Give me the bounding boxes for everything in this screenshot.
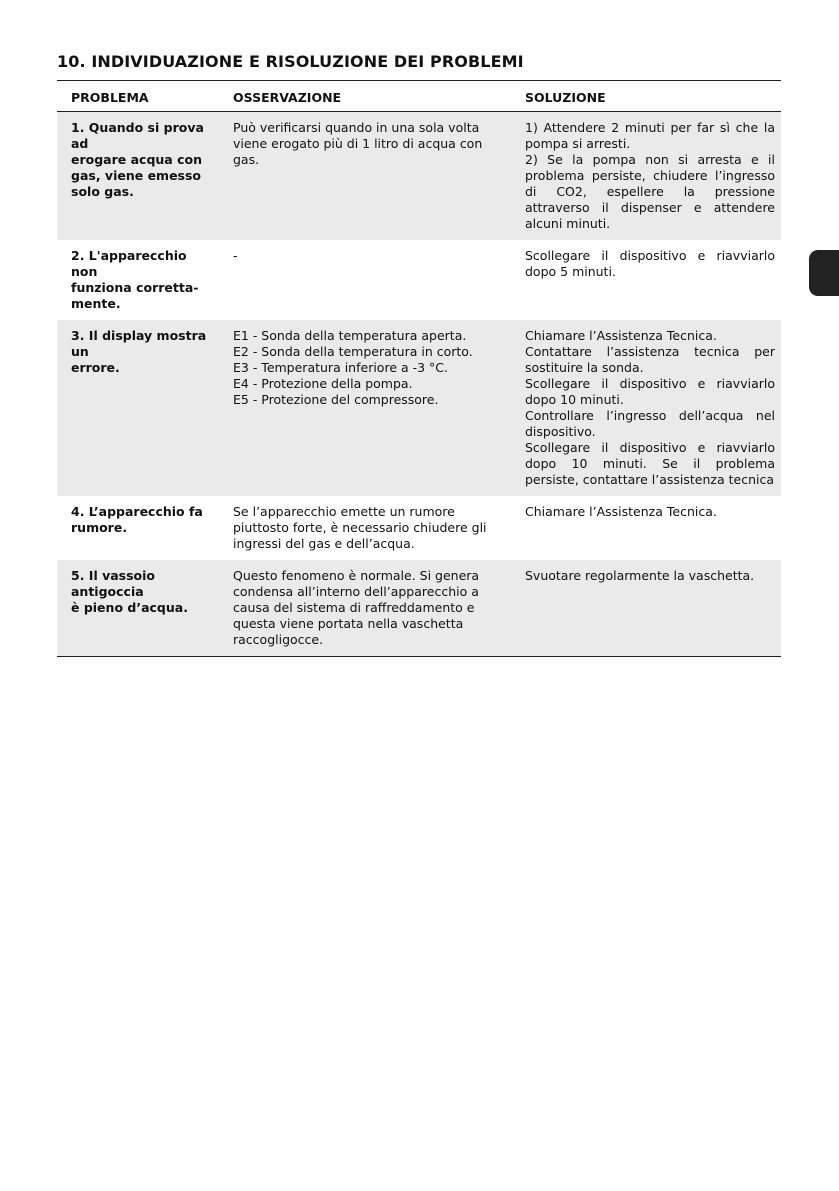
problem-line: solo gas. bbox=[71, 184, 134, 199]
observation-text: E3 - Temperatura inferiore a -3 °C. bbox=[233, 360, 449, 375]
table-row bbox=[57, 560, 781, 657]
problem-line: errore. bbox=[71, 360, 120, 375]
solution-text: 2) Se la pompa non si arresta e il problema persiste, chiudere l’ingresso di CO2, espellere la pressione attraverso il dispenser e attendere alcuni minuti. bbox=[525, 152, 775, 231]
solution-text: Svuotare regolarmente la vaschetta. bbox=[525, 568, 755, 583]
solution-cell bbox=[511, 240, 781, 320]
solution-text: Scollegare il dispositivo e riavviarlo dopo 10 minuti. Se il problema persiste, contattare l’assistenza tecnica bbox=[525, 440, 775, 487]
problem-line: erogare acqua con bbox=[71, 152, 202, 167]
header-problem: PROBLEMA bbox=[57, 81, 219, 112]
solution-text: Scollegare il dispositivo e riavviarlo dopo 5 minuti. bbox=[525, 248, 775, 279]
solution-cell bbox=[511, 112, 781, 241]
problem-cell bbox=[57, 240, 219, 320]
problem-cell bbox=[57, 320, 219, 496]
problem-line: mente. bbox=[71, 296, 121, 311]
table-row bbox=[57, 496, 781, 560]
observation-text: Può verificarsi quando in una sola volta viene erogato più di 1 litro di acqua con gas. bbox=[233, 120, 483, 167]
problem-cell bbox=[57, 560, 219, 657]
problem-line: 3. Il display mostra un bbox=[71, 328, 207, 359]
page-title: 10. INDIVIDUAZIONE E RISOLUZIONE DEI PROBLEMI bbox=[57, 52, 524, 71]
observation-cell bbox=[219, 112, 511, 241]
problem-line: 2. L'apparecchio non bbox=[71, 248, 187, 279]
problem-line: rumore. bbox=[71, 520, 128, 535]
observation-text: Questo fenomeno è normale. Si genera condensa all’interno dell’apparecchio a causa del sistema di raffreddamento e questa viene portata nella vaschetta raccogligocce. bbox=[233, 568, 480, 647]
solution-text: Controllare l’ingresso dell’acqua nel dispositivo. bbox=[525, 408, 775, 439]
table-row bbox=[57, 112, 781, 241]
solution-text: Chiamare l’Assistenza Tecnica. bbox=[525, 504, 717, 519]
table-row bbox=[57, 320, 781, 496]
solution-cell bbox=[511, 560, 781, 657]
troubleshooting-table bbox=[57, 80, 781, 657]
observation-cell bbox=[219, 240, 511, 320]
solution-cell bbox=[511, 320, 781, 496]
solution-text: 1) Attendere 2 minuti per far sì che la pompa si arresti. bbox=[525, 120, 775, 151]
problem-line: è pieno d’acqua. bbox=[71, 600, 188, 615]
observation-text: E5 - Protezione del compressore. bbox=[233, 392, 439, 407]
observation-text: E2 - Sonda della temperatura in corto. bbox=[233, 344, 473, 359]
observation-text: E1 - Sonda della temperatura aperta. bbox=[233, 328, 467, 343]
observation-cell bbox=[219, 560, 511, 657]
problem-cell bbox=[57, 496, 219, 560]
solution-cell bbox=[511, 496, 781, 560]
header-solution: SOLUZIONE bbox=[511, 81, 781, 112]
section-tab-marker bbox=[809, 250, 839, 296]
header-observation: OSSERVAZIONE bbox=[219, 81, 511, 112]
solution-text: Scollegare il dispositivo e riavviarlo dopo 10 minuti. bbox=[525, 376, 775, 407]
observation-text: E4 - Protezione della pompa. bbox=[233, 376, 413, 391]
problem-line: gas, viene emesso bbox=[71, 168, 202, 183]
table-row bbox=[57, 240, 781, 320]
observation-text: - bbox=[233, 248, 238, 263]
problem-line: 1. Quando si prova ad bbox=[71, 120, 204, 151]
problem-line: 5. Il vassoio antigoccia bbox=[71, 568, 156, 599]
solution-text: Chiamare l’Assistenza Tecnica. bbox=[525, 328, 717, 343]
observation-cell bbox=[219, 496, 511, 560]
observation-text: Se l’apparecchio emette un rumore piuttosto forte, è necessario chiudere gli ingressi del gas e dell’acqua. bbox=[233, 504, 487, 551]
problem-cell bbox=[57, 112, 219, 241]
problem-line: 4. L’apparecchio fa bbox=[71, 504, 203, 519]
problem-line: funziona corretta- bbox=[71, 280, 199, 295]
observation-cell bbox=[219, 320, 511, 496]
solution-text: Contattare l’assistenza tecnica per sostituire la sonda. bbox=[525, 344, 775, 375]
table-header-row bbox=[57, 81, 781, 112]
